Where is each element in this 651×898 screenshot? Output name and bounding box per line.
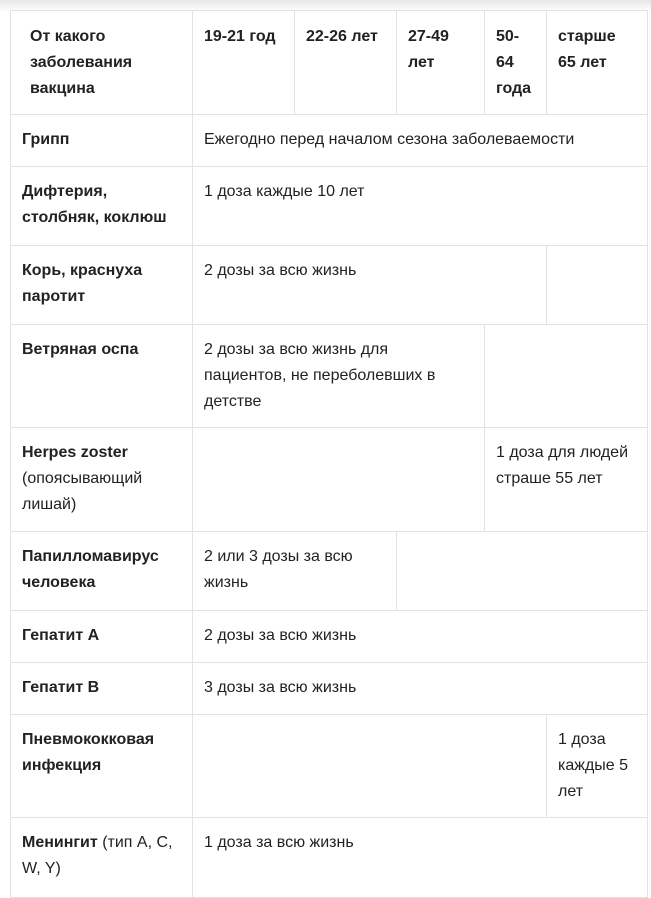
row-label: Папилломавирус человека (11, 532, 193, 611)
row-value: 1 доза каждые 5 лет (547, 715, 648, 818)
table-row (11, 246, 648, 325)
row-label: Дифтерия, столбняк, коклюш (11, 167, 193, 246)
empty-cell (397, 532, 648, 611)
row-label: Гепатит В (11, 663, 193, 715)
table-row (11, 532, 648, 611)
header-age-19-21: 19-21 год (193, 11, 295, 115)
row-value: 1 доза каждые 10 лет (193, 167, 648, 246)
header-age-27-49: 27-49 лет (397, 11, 485, 115)
row-label: Ветряная оспа (11, 325, 193, 428)
table-row (11, 167, 648, 246)
empty-cell (485, 325, 648, 428)
row-label: Корь, краснуха паротит (11, 246, 193, 325)
table-row (11, 715, 648, 818)
header-disease: От какого заболевания вакцина (11, 11, 193, 115)
row-label-note: (тип А, С, W, Y) (22, 834, 173, 877)
row-value: 2 дозы за всю жизнь (193, 246, 547, 325)
row-value: 1 доза за всю жизнь (193, 818, 648, 898)
table-row (11, 818, 648, 898)
table-row (11, 115, 648, 167)
table-row (11, 325, 648, 428)
row-value: 2 дозы за всю жизнь для пациентов, не переболевших в детстве (193, 325, 485, 428)
table-row (11, 611, 648, 663)
row-label-note: (опоясывающий лишай) (22, 470, 143, 513)
table-header-row (11, 11, 648, 115)
row-label: Гепатит А (11, 611, 193, 663)
row-value: 2 или 3 дозы за всю жизнь (193, 532, 397, 611)
row-label-name: Менингит (22, 834, 98, 851)
row-value: 3 дозы за всю жизнь (193, 663, 648, 715)
header-age-65-plus: старше 65 лет (547, 11, 648, 115)
table-row (11, 428, 648, 532)
empty-cell (193, 715, 547, 818)
table-row (11, 663, 648, 715)
row-label (11, 428, 193, 532)
row-label (11, 818, 193, 898)
empty-cell (547, 246, 648, 325)
row-label: Грипп (11, 115, 193, 167)
empty-cell (193, 428, 485, 532)
row-value: 1 доза для людей страше 55 лет (485, 428, 648, 532)
row-label: Пневмококковая инфекция (11, 715, 193, 818)
row-label-name: Herpes zoster (22, 444, 128, 461)
header-age-50-64: 50-64 года (485, 11, 547, 115)
vaccination-table (10, 10, 648, 898)
row-value: 2 дозы за всю жизнь (193, 611, 648, 663)
row-value: Ежегодно перед началом сезона заболеваемости (193, 115, 648, 167)
header-age-22-26: 22-26 лет (295, 11, 397, 115)
